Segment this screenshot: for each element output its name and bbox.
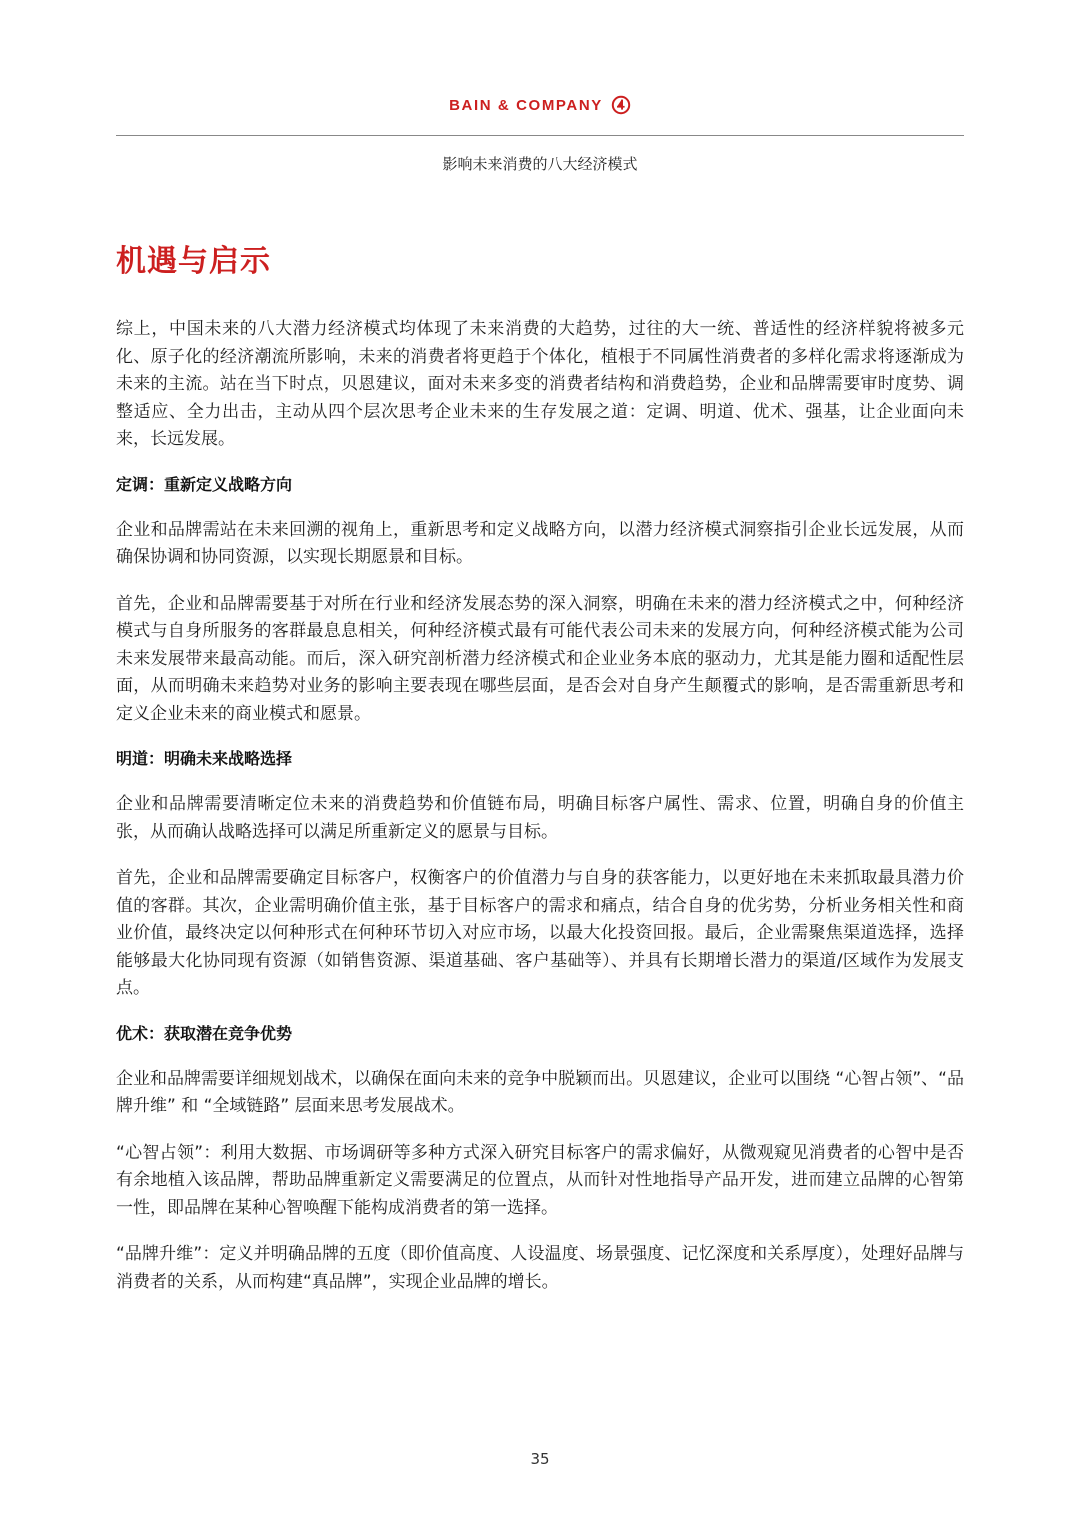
header-divider — [116, 135, 964, 136]
section-heading: 机遇与启示 — [116, 244, 271, 279]
subheading-dingdiao: 定调：重新定义战略方向 — [116, 474, 293, 494]
bain-circle-logo-icon — [611, 95, 631, 115]
subheading-mingdao: 明道：明确未来战略选择 — [116, 749, 293, 768]
dingdiao-paragraph-2: 首先，企业和品牌需要基于对所在行业和经济发展态势的深入洞察，明确在未来的潜力经济模式之中，何种经济模式与自身所服务的客群最息息相关，何种经济模式最有可能代表公司未来的发展方向，何种经济模式能为公司未来发展带来最高动能。而后，深入研究剖析潜力经济模式和企业业务本底的驱动力，尤其是能力圈和适配性层面，从而明确未来趋势对业务的影响主要表现在哪些层面，是否会对自身产生颠覆式的影响，是否需重新思考和定义企业未来的商业模式和愿景。 — [116, 593, 964, 724]
document-title: 影响未来消费的八大经济模式 — [442, 155, 638, 173]
intro-paragraph: 综上，中国未来的八大潜力经济模式均体现了未来消费的大趋势，过往的大一统、普适性的经济样貌将被多元化、原子化的经济潮流所影响，未来的消费者将更趋于个体化，植根于不同属性消费者的多样化需求将逐渐成为未来的主流。站在当下时点，贝恩建议，面对未来多变的消费者结构和消费趋势，企业和品牌需要审时度势、调整适应、全力出击，主动从四个层次思考企业未来的生存发展之道：定调、明道、优术、强基，让企业面向未来，长远发展。 — [116, 319, 964, 449]
subheading-youshu: 优术：获取潜在竞争优势 — [116, 1023, 293, 1043]
brand-wordmark — [449, 95, 631, 115]
brand-name: BAIN & COMPANY — [449, 96, 603, 114]
dingdiao-paragraph-1: 企业和品牌需站在未来回溯的视角上，重新思考和定义战略方向，以潜力经济模式洞察指引企业长远发展，从而确保协调和协同资源，以实现长期愿景和目标。 — [116, 519, 964, 567]
youshu-paragraph-2: “心智占领”：利用大数据、市场调研等多种方式深入研究目标客户的需求偏好，从微观窥见消费者的心智中是否有余地植入该品牌，帮助品牌重新定义需要满足的位置点，从而针对性地指导产品开发，进而建立品牌的心智第一性，即品牌在某种心智唤醒下能构成消费者的第一选择。 — [116, 1142, 964, 1218]
page-header — [0, 92, 1080, 118]
body-content — [116, 316, 964, 1315]
mingdao-paragraph-1: 企业和品牌需要清晰定位未来的消费趋势和价值链布局，明确目标客户属性、需求、位置，明确自身的价值主张，从而确认战略选择可以满足所重新定义的愿景与目标。 — [116, 794, 964, 842]
youshu-paragraph-3: “品牌升维”：定义并明确品牌的五度（即价值高度、人设温度、场景强度、记忆深度和关系厚度），处理好品牌与消费者的关系，从而构建“真品牌”，实现企业品牌的增长。 — [116, 1244, 964, 1292]
mingdao-paragraph-2: 首先，企业和品牌需要确定目标客户，权衡客户的价值潜力与自身的获客能力，以更好地在未来抓取最具潜力价值的客群。其次，企业需明确价值主张，基于目标客户的需求和痛点，结合自身的优劣势，分析业务相关性和商业价值，最终决定以何种形式在何种环节切入对应市场，以最大化投资回报。最后，企业需聚焦渠道选择，选择能够最大化协同现有资源（如销售资源、渠道基础、客户基础等）、并具有长期增长潜力的渠道/区域作为发展支点。 — [116, 868, 964, 998]
youshu-paragraph-1: 企业和品牌需要详细规划战术，以确保在面向未来的竞争中脱颖而出。贝恩建议，企业可以围绕 “心智占领”、“品牌升维” 和 “全域链路” 层面来思考发展战术。 — [116, 1068, 964, 1116]
page-number: 35 — [530, 1450, 550, 1468]
